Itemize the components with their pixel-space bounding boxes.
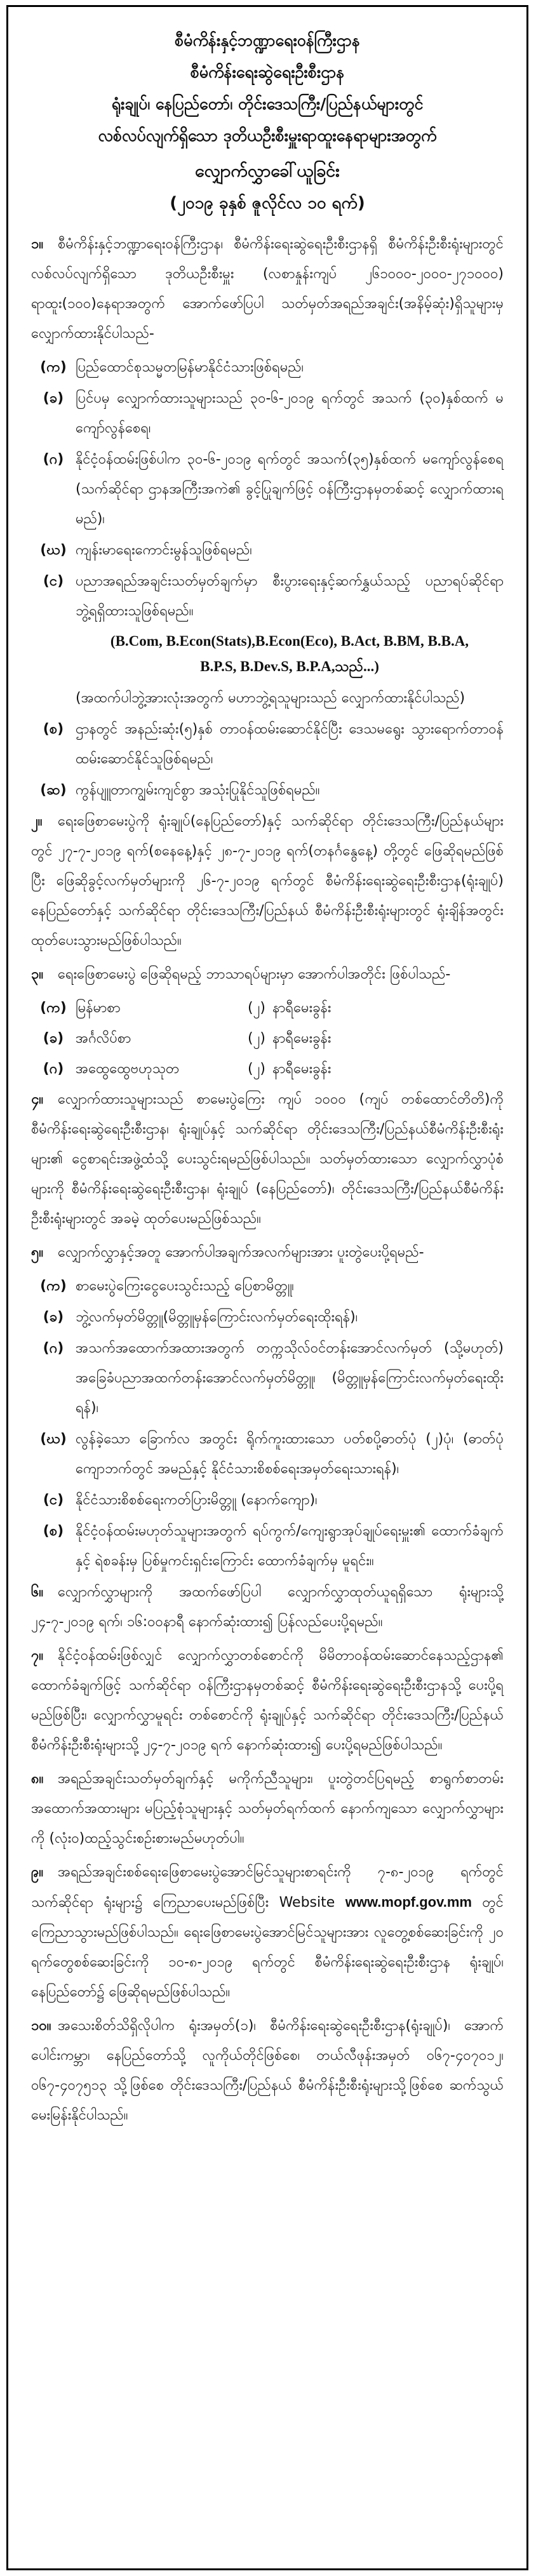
section-text: ရေးဖြေစာမေးပွဲကို ရုံးချုပ်(နေပြည်တော်)နှင့် သက်ဆိုင်ရာ တိုင်းဒေသကြီး/ပြည်နယ်များတွင် ၂၇-၇-၂၀၁၉ ရက်(စနေနေ့)နှင့် ၂၈-၇-၂၀၁၉ ရက်(တနင်္ဂနွေနေ့) တို့တွင် ဖြေဆိုရမည်ဖြစ်ပြီး ဖြေဆိုခွင့်လက်မှတ်များကို ၂၆-၇-၂၀၁၉ ရက်တွင် စီမံကိန်းရေးဆွဲရေးဦးစီးဌာန(ရုံးချုပ်) နေပြည်တော်နှင့် သက်ဆိုင်ရာ တိုင်းဒေသကြီး/ပြည်နယ် စီမံကိန်းဦးစီးရုံးများတွင် ရုံးချိန်အတွင်း ထုတ်ပေးသွားမည်ဖြစ်ပါသည်။ [31,813,504,949]
section-text: လျှောက်လွှာနှင့်အတူ အောက်ပါအချက်အလက်များအား ပူးတွဲပေးပို့ရမည်- [58,1245,424,1260]
locations-line: ရုံးချုပ်၊ နေပြည်တော်၊ တိုင်းဒေသကြီး/ပြည်နယ်များတွင် [111,95,424,113]
section-10 [31,2011,504,2130]
list-item: (က) စာမေးပွဲကြေးငွေပေးသွင်းသည့် ပြေစာမိတ္တူ၊ [40,1278,294,1294]
degree-note: (အထက်ပါဘွဲ့အားလုံးအတွက် မဟာဘွဲ့ရသူများသည် လျှောက်ထားနိုင်ပါသည်) [76,690,466,706]
list-item: (ဂ) နိုင်ငံ့ဝန်ထမ်းဖြစ်ပါက ၃၀-၆-၂၀၁၉ ရက်တွင် အသက်(၃၅)နှစ်ထက် မကျော်လွန်စေရ (သက်ဆိုင်ရာ ဌာနအကြီးအကဲ၏ ခွင့်ပြုချက်ဖြင့် ဝန်ကြီးဌာနမှတစ်ဆင့် လျှောက်ထားရမည်)၊ [43,451,504,527]
section-text: နိုင်ငံ့ဝန်ထမ်းဖြစ်လျှင် လျှောက်လွှာတစ်စောင်ကို မိမိတာဝန်ထမ်းဆောင်နေသည့်ဌာန၏ ထောက်ခံချက်ဖြင့် သက်ဆိုင်ရာ ဝန်ကြီးဌာနမှတစ်ဆင့် စီမံကိန်းရေးဆွဲရေးဦးစီးဌာနသို့ ပေးပို့ရမည်ဖြစ်ပြီး၊ လျှောက်လွှာမူရင်း တစ်စောင်ကို ရုံးချုပ်နှင့် သက်ဆိုင်ရာ တိုင်းဒေသကြီး/ပြည်နယ် စီမံကိန်းဦးစီးရုံးများသို့ ၂၄-၇-၂၀၁၉ ရက် နောက်ဆုံးထား၍ ပေးပို့ရမည်ဖြစ်ပါသည်။ [31,1648,504,1753]
list-item: (ဂ) အသက်အထောက်အထားအတွက် တက္ကသိုလ်ဝင်တန်းအောင်လက်မှတ် (သို့မဟုတ်) အခြေခံပညာအထက်တန်းအောင်လက်မှတ်မိတ္တူ၊ (မိတ္တူမှန်ကြောင်းလက်မှတ်ရေးထိုးရန်)၊ [43,1340,504,1416]
section-number: ၉။ [31,1864,44,1880]
section-number: ၅။ [31,1245,44,1260]
subject-row: (က) မြန်မာစာ (၂) နာရီမေးခွန်း [40,1000,332,1016]
section-text: လျှောက်ထားသူများသည် စာမေးပွဲကြေး ကျပ် ၁၀၀၀ (ကျပ် တစ်ထောင်တိတိ)ကို စီမံကိန်းရေးဆွဲရေးဦးစီးဌာန၊ ရုံးချုပ်နှင့် သက်ဆိုင်ရာ တိုင်းဒေသကြီး/ပြည်နယ်စီမံကိန်းဦးစီးရုံးများ၏ ငွေစာရင်းအဖွဲ့ထံသို့ ပေးသွင်းရမည်ဖြစ်ပါသည်။ သတ်မှတ်ထားသော လျှောက်လွှာပုံစံများကို စီမံကိန်းရေးဆွဲရေးဦးစီးဌာန၊ ရုံးချုပ် (နေပြည်တော်)၊ တိုင်းဒေသကြီး/ပြည်နယ်စီမံကိန်းဦးစီးရုံးများတွင် အခမဲ့ ထုတ်ပေးမည်ဖြစ်သည်။ [31,1091,504,1227]
announcement-date: (၂၀၁၉ ခုနှစ် ဇူလိုင်လ ၁၀ ရက်) [170,194,365,213]
list-item: (ဃ) ကျန်းမာရေးကောင်းမွန်သူဖြစ်ရမည်၊ [40,542,252,558]
section-2 [31,806,504,956]
section-9 [31,1857,504,2007]
section-3 [31,959,504,989]
subject-row: (ခ) အင်္ဂလိပ်စာ (၂) နာရီမေးခွန်း [43,1031,332,1046]
list-item: (င) နိုင်ငံသားစိစစ်ရေးကတ်ပြားမိတ္တူ (နောက်ကျော)၊ [43,1492,318,1508]
list-item: (ဃ) လွန်ခဲ့သော ခြောက်လ အတွင်း ရိုက်ကူးထားသော ပတ်စပို့ဓာတ်ပုံ (၂)ပုံ၊ (ဓာတ်ပုံကျောဘက်တွင် အမည်နှင့် နိုင်ငံသားစိစစ်ရေးအမှတ်ရေးသားရန်)၊ [40,1431,504,1477]
degree-list: (B.Com, B.Econ(Stats),B.Econ(Eco), B.Act, B.BM, B.B.A, B.P.S, B.Dev.S, B.P.A,သည်...) [110,633,469,674]
section-text: စီမံကိန်းနှင့်ဘဏ္ဍာရေးဝန်ကြီးဌာန၊ စီမံကိန်းရေးဆွဲရေးဦးစီးဌာနရှိ စီမံကိန်းဦးစီးရုံးများတွင် လစ်လပ်လျက်ရှိသော ဒုတိယဦးစီးမှူး (လစာနှုန်းကျပ် ၂၆၁၀၀၀-၂၀၀၀-၂၇၁၀၀၀) ရာထူး(၁၀၀)နေရာအတွက် အောက်ဖော်ပြပါ သတ်မှတ်အရည်အချင်း(အနိမ့်ဆုံး)ရှိသူများမှ လျှောက်ထားနိုင်ပါသည်- [31,236,504,342]
section-number: ၆။ [31,1584,44,1600]
list-item: (င) ပညာအရည်အချင်းသတ်မှတ်ချက်မှာ စီးပွားရေးနှင့်ဆက်နွှယ်သည့် ပညာရပ်ဆိုင်ရာဘွဲ့ရရှိထားသူဖြစ်ရမည်။ [43,573,504,619]
page-title: လျှောက်လွှာခေါ်ယူခြင်း [195,161,340,181]
list-item: (ဆ) ကွန်ပျူတာကျွမ်းကျင်စွာ အသုံးပြုနိုင်သူဖြစ်ရမည်။ [40,782,320,798]
section-number: ၄။ [31,1091,44,1107]
section-number: ၁၀။ [31,2018,51,2034]
section-text-continued: တွင် ကြေညာသွားမည်ဖြစ်ပါသည်။ ရေးဖြေစာမေးပွဲအောင်မြင်သူများအား လူတွေ့စစ်ဆေးခြင်းကို ၂၀ ရက်တွေစစ်ဆေးခြင်းကို ၁၀-၈-၂၀၁၉ ရက်တွင် စီမံကိန်းရေးဆွဲရေးဦးစီးဌာန ရုံးချုပ်၊ နေပြည်တော်၌ ဖြေဆိုရမည်ဖြစ်ပါသည်။ [31,1895,504,2000]
website-link[interactable]: www.mopf.gov.mm [345,1894,472,1910]
section-4 [31,1084,504,1234]
section-text: အရည်အချင်းသတ်မှတ်ချက်နှင့် မကိုက်ညီသူများ၊ ပူးတွဲတင်ပြရမည့် စာရွက်စာတမ်း အထောက်အထားများ မပြည့်စုံသူများနှင့် သတ်မှတ်ရက်ထက် နောက်ကျသော လျှောက်လွှာများကို (လုံးဝ)ထည့်သွင်းစဉ်းစားမည်မဟုတ်ပါ။ [31,1771,504,1846]
section-number: ၂။ [31,813,43,829]
section-text: အသေးစိတ်သိရှိလိုပါက ရုံးအမှတ်(၁)၊ စီမံကိန်းရေးဆွဲရေးဦးစီးဌာန(ရုံးချုပ်)၊ အောက်ပေါင်းကမ္ဘာ၊ နေပြည်တော်သို့ လူကိုယ်တိုင်ဖြစ်စေ၊ တယ်လီဖုန်းအမှတ် ၀၆၇-၄၀၇၀၁၂၊ ၀၆၇-၄၀၇၅၁၃ သို့ဖြစ်စေ တိုင်းဒေသကြီး/ပြည်နယ် စီမံကိန်းဦးစီးရုံးများသို့ဖြစ်စေ ဆက်သွယ်မေးမြန်းနိုင်ပါသည်။ [31,2018,504,2123]
list-item: (ခ) ဘွဲ့လက်မှတ်မိတ္တူ(မိတ္တူမှန်ကြောင်းလက်မှတ်ရေးထိုးရန်)၊ [43,1309,358,1325]
list-item: (စ) နိုင်ငံ့ဝန်ထမ်းမဟုတ်သူများအတွက် ရပ်ကွက်/ကျေးရွာအုပ်ချုပ်ရေးမှူး၏ ထောက်ခံချက် နှင့် ရဲစခန်းမှ ပြစ်မှုကင်းရှင်းကြောင်း ထောက်ခံချက်မှ မူရင်း။ [43,1523,504,1569]
section-text: လျှောက်လွှာများကို အထက်ဖော်ပြပါ လျှောက်လွှာထုတ်ယူရရှိသော ရုံးများသို့ ၂၄-၇-၂၀၁၉ ရက်၊ ၁၆:၀၀နာရီ နောက်ဆုံးထား၍ ပြန်လည်ပေးပို့ရမည်။ [31,1584,504,1630]
list-item: (စ) ဌာနတွင် အနည်းဆုံး(၅)နှစ် တာဝန်ထမ်းဆောင်နိုင်ပြီး ဒေသမရွေး သွားရောက်တာဝန်ထမ်းဆောင်နိုင်သူဖြစ်ရမည်၊ [43,721,504,767]
position-line: လစ်လပ်လျက်ရှိသော ဒုတိယဦးစီးမှူးရာထူးနေရာများအတွက် [98,126,437,145]
section-number: ၈။ [31,1771,44,1787]
section-text: အရည်အချင်းစစ်ရေးဖြေစာမေးပွဲအောင်မြင်သူများစာရင်းကို ၇-၈-၂၀၁၉ ရက်တွင် သက်ဆိုင်ရာ ရုံးများ၌ ကြေညာပေးမည်ဖြစ်ပြီး Website [31,1864,504,1911]
section-8 [31,1764,504,1853]
section-number: ၇။ [31,1648,44,1664]
section-number: ၃။ [31,966,44,982]
announcement-frame [6,5,528,2570]
section-7 [31,1641,504,1760]
section-number: ၁။ [31,236,44,252]
subject-row: (ဂ) အထွေထွေဗဟုသုတ (၂) နာရီမေးခွန်း [43,1061,332,1077]
list-item: (က) ပြည်ထောင်စုသမ္မတမြန်မာနိုင်ငံသားဖြစ်ရမည်၊ [40,359,304,375]
section-5 [31,1238,504,1267]
section-6 [31,1577,504,1637]
department-name: စီမံကိန်းရေးဆွဲရေးဦးစီးဌာန [190,63,345,81]
list-item: (ခ) ပြင်ပမှ လျှောက်ထားသူများသည် ၃၀-၆-၂၀၁၉ ရက်တွင် အသက် (၃၀)နှစ်ထက် မကျော်လွန်စေရ၊ [43,390,504,436]
section-1 [31,229,504,349]
section-text: ရေးဖြေစာမေးပွဲ ဖြေဆိုရမည့် ဘာသာရပ်များမှာ အောက်ပါအတိုင်း ဖြစ်ပါသည်- [58,966,451,982]
ministry-name: စီမံကိန်းနှင့်ဘဏ္ဍာရေးဝန်ကြီးဌာန [175,31,360,50]
